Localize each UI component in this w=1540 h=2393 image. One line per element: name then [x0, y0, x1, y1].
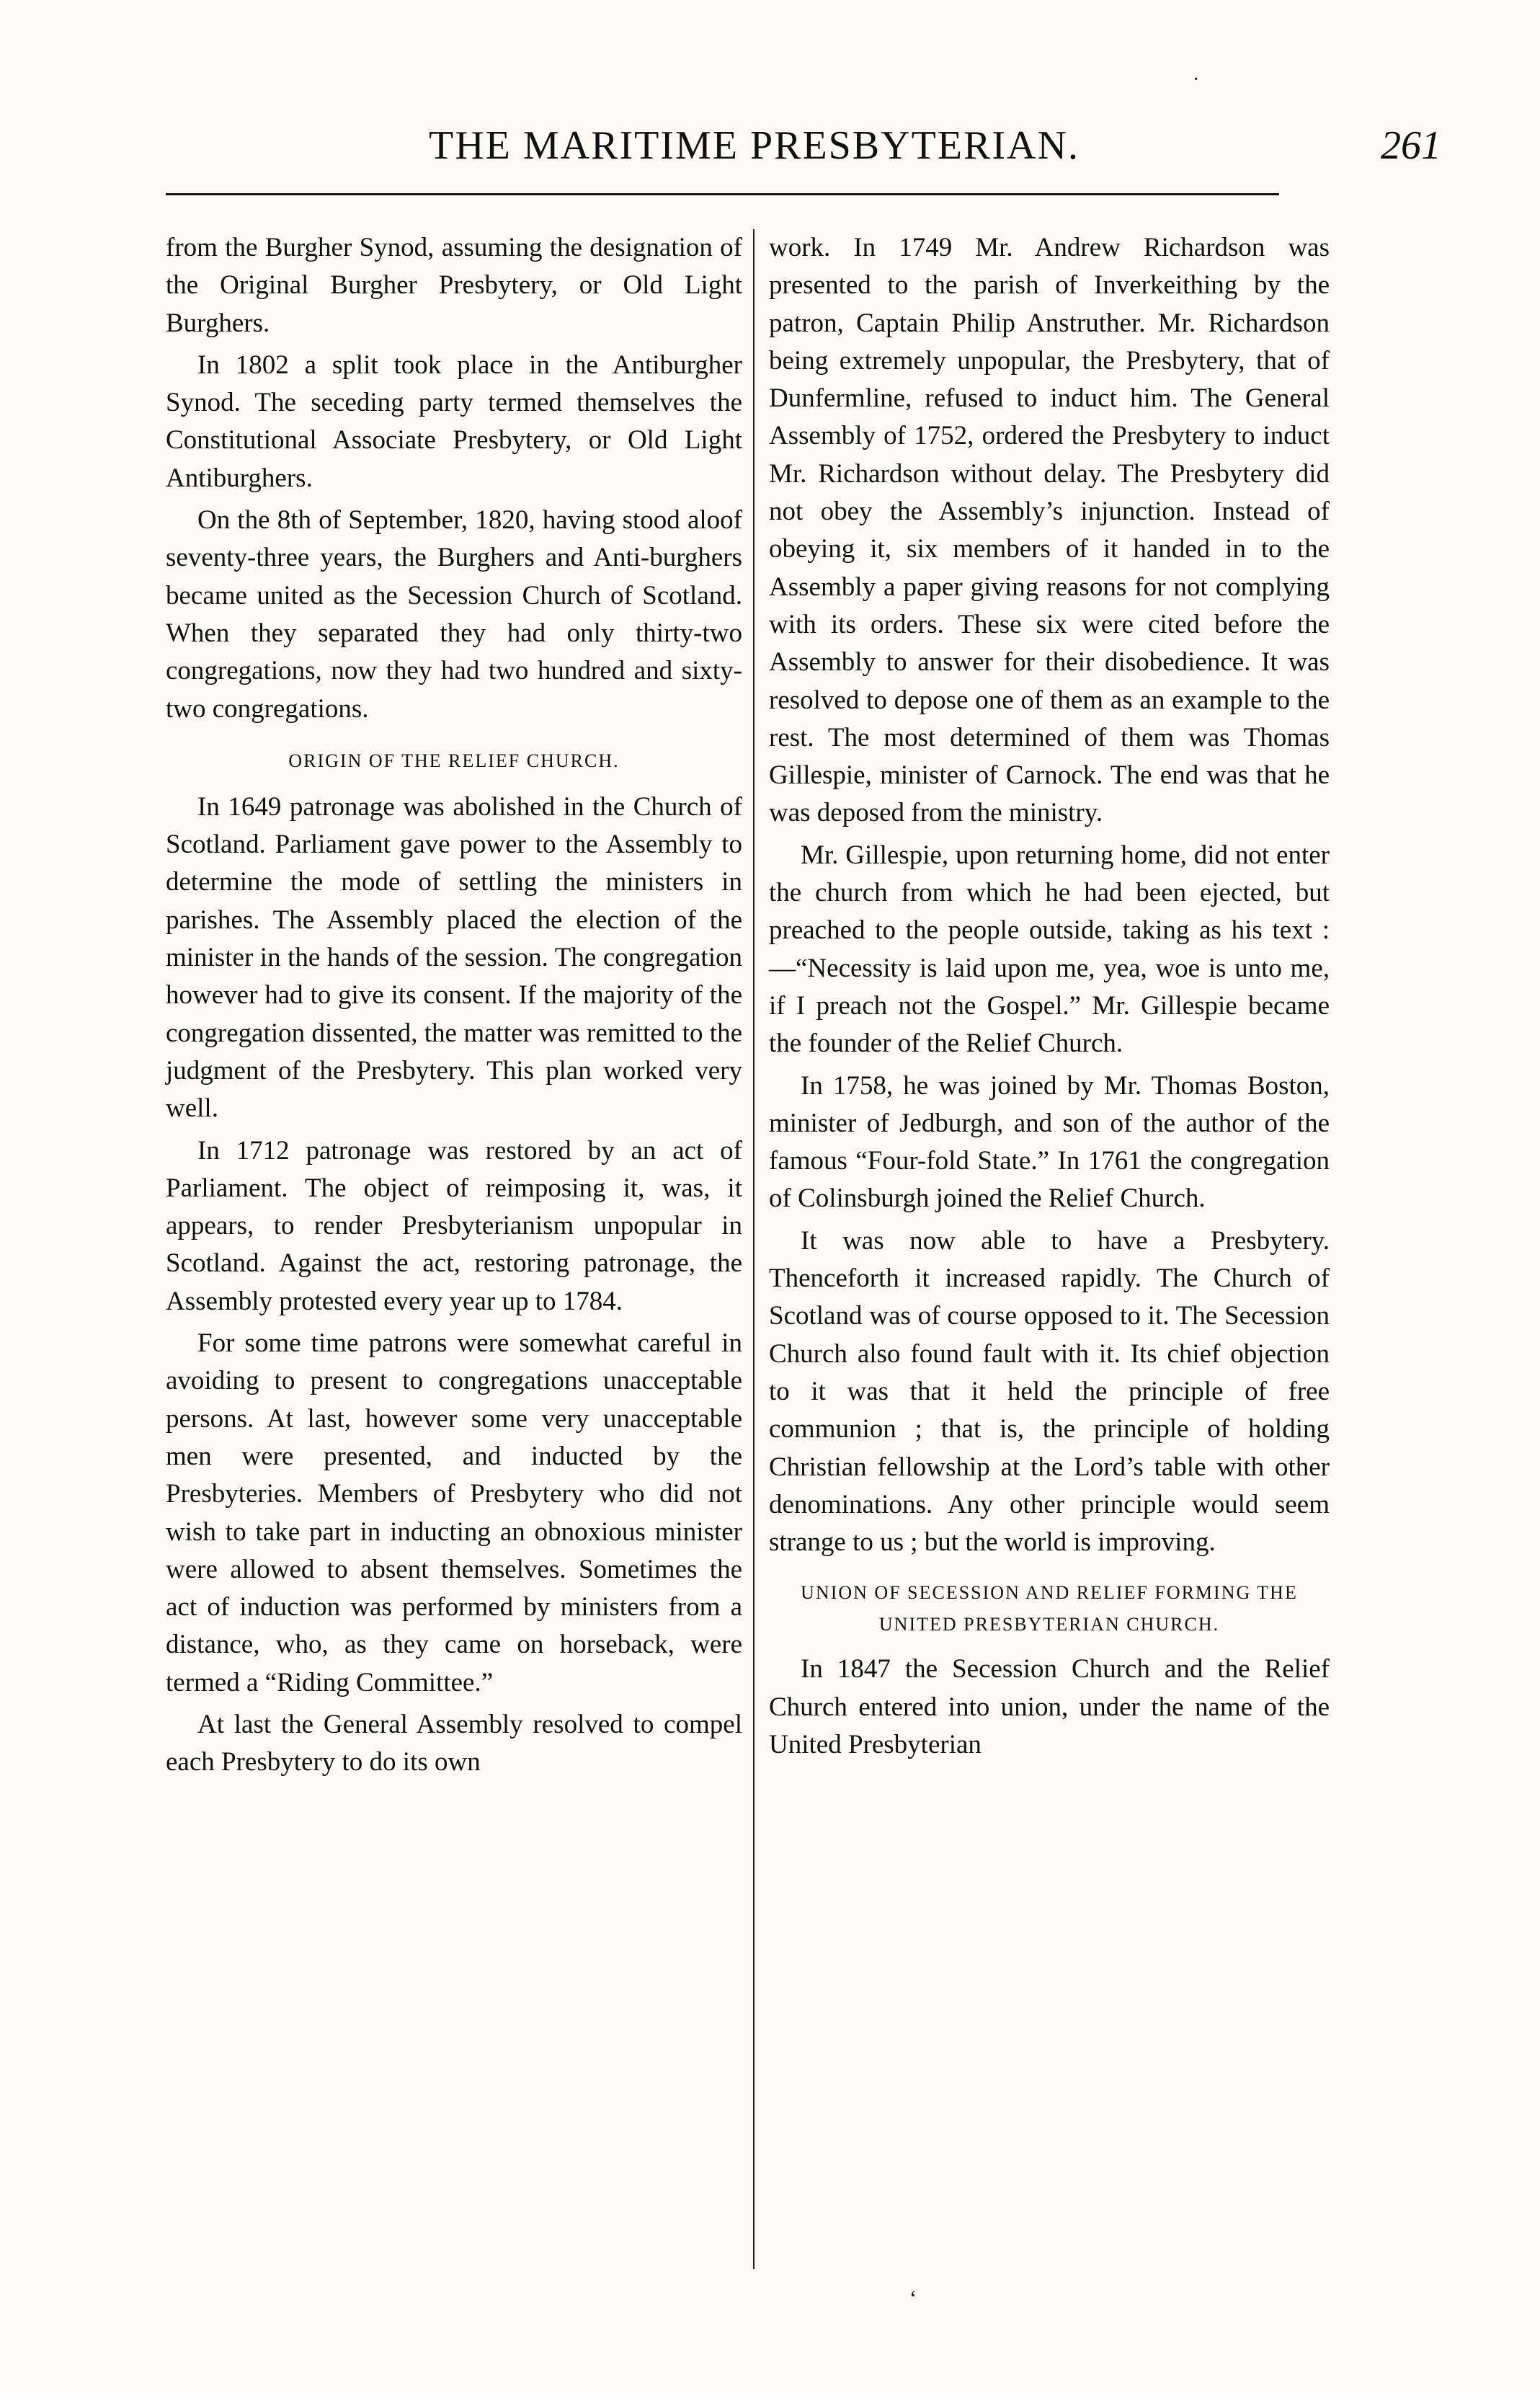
column-divider: [753, 229, 755, 2269]
paragraph: At last the General Assembly resolved to compel each Presbytery to do its own: [166, 1709, 742, 1777]
paragraph: In 1649 patronage was abolished in the Church of Scotland. Parliament gave power to the Assembly to determine the mode of settling the ministers in parishes. The Assembly placed the election of the minister in the hands of the session. The congregation however had to give its consent. If the majority of the congregation dissented, the matter was remitted to the judgment of the Presbytery. This plan worked very well.: [166, 791, 742, 1124]
section-heading: ORIGIN OF THE RELIEF CHURCH.: [288, 750, 620, 771]
paragraph: from the Burgher Synod, assuming the designation of the Original Burgher Presbytery, or Old Light Burghers.: [166, 233, 742, 338]
footer-mark: ‘: [909, 2286, 917, 2310]
page-number: 261: [1381, 123, 1441, 168]
header-rule: [166, 193, 1279, 195]
paragraph: In 1712 patronage was restored by an act of Parliament. The object of reimposing it, was, it appears, to render Presbyterianism unpopular in Scotland. Against the act, restoring patronage, the Assembly protested every year up to 1784.: [166, 1135, 742, 1316]
paragraph: In 1847 the Secession Church and the Relief Church entered into union, under the name of the United Presbyterian: [769, 1654, 1330, 1759]
paragraph: On the 8th of September, 1820, having stood aloof seventy-three years, the Burghers and Anti-burghers became united as the Secession Church of Scotland. When they separated they had only thirty-two congregations, now they had two hundred and sixty-two congregations.: [166, 505, 742, 724]
paragraph: work. In 1749 Mr. Andrew Richardson was presented to the parish of Inverkeithing by the patron, Captain Philip Anstruther. Mr. Richardson being extremely unpopular, the Presbytery, that of Dunfermline, refused to induct him. The General Assembly of 1752, ordered the Presbytery to induct Mr. Richardson without delay. The Presbytery did not obey the Assembly’s injunction. Instead of obeying it, six members of it handed in to the Assembly a paper giving reasons for not complying with its orders. These six were cited before the Assembly to answer for their disobedience. It was resolved to depose one of them as an example to the rest. The most determined of them was Thomas Gillespie, minister of Carnock. The end was that he was deposed from the ministry.: [769, 233, 1330, 828]
paragraph: In 1802 a split took place in the Antiburgher Synod. The seceding party termed themselves the Constitutional Associate Presbytery, or Old Light Antiburghers.: [166, 350, 742, 493]
running-header: [155, 123, 1441, 180]
right-column: [769, 229, 1330, 1768]
paragraph: For some time patrons were somewhat careful in avoiding to present to congregations unacceptable persons. At last, however some very unacceptable men were presented, and inducted by the Presbyteries. Members of Presbytery who did not wish to take part in inducting an obnoxious minister were allowed to absent themselves. Sometimes the act of induction was performed by ministers from a distance, who, as they came on horseback, were termed a “Riding Committee.”: [166, 1328, 742, 1697]
page-speck: ·: [1193, 68, 1200, 91]
left-column: [166, 229, 742, 1786]
paragraph: It was now able to have a Presbytery. Thenceforth it increased rapidly. The Church of Scotland was of course opposed to it. The Secession Church also found fault with it. Its chief objection to it was that it held the principle of free communion ; that is, the principle of holding Christian fellowship at the Lord’s table with other denominations. Any other principle would seem strange to us ; but the world is improving.: [769, 1225, 1330, 1558]
publication-title: THE MARITIME PRESBYTERIAN.: [429, 123, 1080, 168]
paragraph: Mr. Gillespie, upon returning home, did not enter the church from which he had been ejected, but preached to the people outside, taking as his text :—“Necessity is laid upon me, yea, woe is unto me, if I preach not the Gospel.” Mr. Gillespie became the founder of the Relief Church.: [769, 840, 1330, 1059]
section-heading: UNION OF SECESSION AND RELIEF FORMING THE UNITED PRESBYTERIAN CHURCH.: [801, 1582, 1298, 1635]
paragraph: In 1758, he was joined by Mr. Thomas Boston, minister of Jedburgh, and son of the author of the famous “Four-fold State.” In 1761 the congregation of Colinsburgh joined the Relief Church.: [769, 1070, 1330, 1214]
